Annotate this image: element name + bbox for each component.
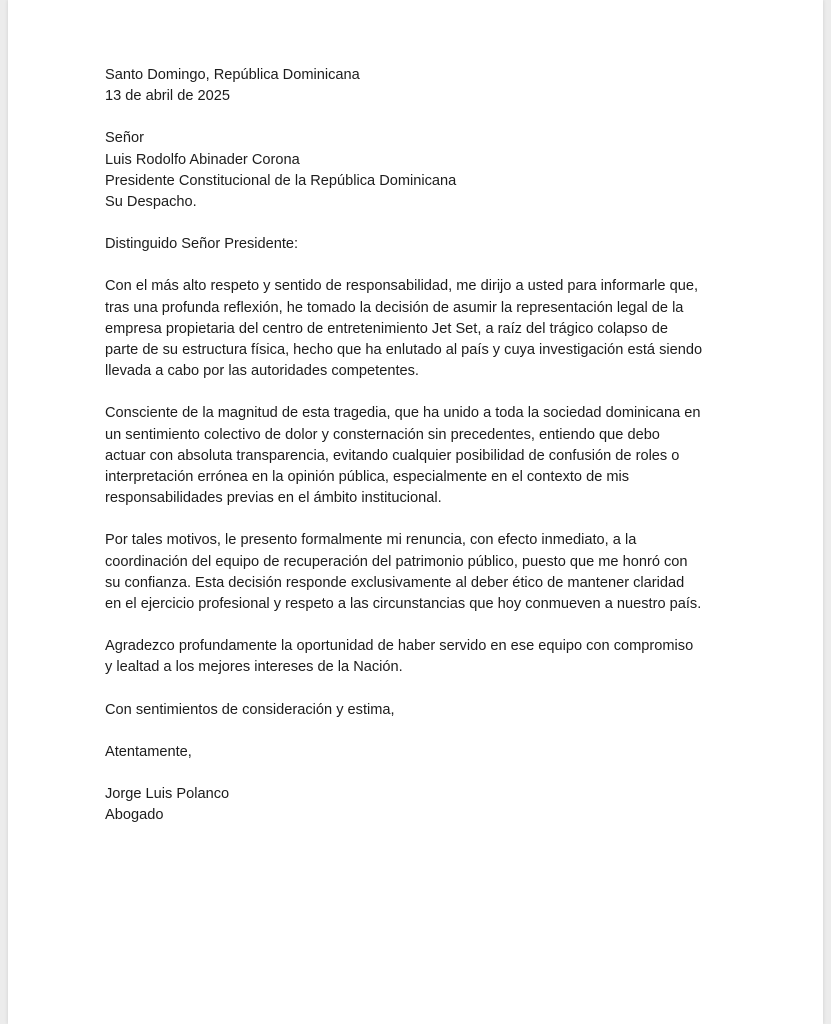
paragraph-line: actuar con absoluta transparencia, evitando cualquier posibilidad de confusión de roles o [105, 447, 680, 464]
salutation-text: Distinguido Señor Presidente: [105, 236, 299, 253]
paragraph-line: llevada a cabo por las autoridades competentes. [105, 363, 419, 380]
closing-line [105, 700, 745, 721]
paragraph [105, 276, 745, 382]
date-line: 13 de abril de 2025 [105, 88, 230, 105]
paragraph [105, 530, 745, 615]
paragraph-line: en el ejercicio profesional y respeto a las circunstancias que hoy conmueven a nuestro país. [105, 596, 702, 613]
recipient-block [105, 128, 745, 213]
paragraph-line: y lealtad a los mejores intereses de la Nación. [105, 659, 403, 676]
place-line: Santo Domingo, República Dominicana [105, 67, 360, 83]
recipient-line: Señor [105, 130, 144, 147]
paragraph-line: responsabilidades previas en el ámbito institucional. [105, 490, 442, 507]
letter-body [105, 65, 745, 826]
paragraph [105, 636, 745, 678]
paragraph-line: tras una profunda reflexión, he tomado la decisión de asumir la representación legal de la [105, 299, 684, 316]
paragraph-line: empresa propietaria del centro de entretenimiento Jet Set, a raíz del trágico colapso de [105, 320, 668, 337]
closing-text: Con sentimientos de consideración y estima, [105, 701, 395, 718]
valediction [105, 742, 745, 763]
recipient-line: Luis Rodolfo Abinader Corona [105, 151, 300, 168]
signature-block [105, 784, 745, 826]
letter-header [105, 65, 745, 107]
paragraph [105, 403, 745, 509]
paragraph-line: un sentimiento colectivo de dolor y consternación sin precedentes, entiendo que debo [105, 426, 660, 443]
document-page [8, 0, 823, 1024]
salutation [105, 234, 745, 255]
paragraph-line: interpretación errónea en la opinión pública, especialmente en el contexto de mis [105, 469, 630, 486]
recipient-line: Su Despacho. [105, 194, 197, 211]
paragraph-line: Por tales motivos, le presento formalmente mi renuncia, con efecto inmediato, a la [105, 532, 637, 549]
paragraph-line: Con el más alto respeto y sentido de responsabilidad, me dirijo a usted para informarle que, [105, 278, 698, 295]
paragraph-line: Consciente de la magnitud de esta tragedia, que ha unido a toda la sociedad dominicana en [105, 405, 701, 422]
recipient-line: Presidente Constitucional de la República Dominicana [105, 172, 457, 189]
paragraph-line: su confianza. Esta decisión responde exclusivamente al deber ético de mantener claridad [105, 574, 685, 591]
signature-title: Abogado [105, 807, 164, 824]
paragraph-line: coordinación del equipo de recuperación del patrimonio público, puesto que me honró con [105, 553, 688, 570]
signature-name: Jorge Luis Polanco [105, 786, 230, 803]
paragraph-line: parte de su estructura física, hecho que ha enlutado al país y cuya investigación está siendo [105, 342, 703, 359]
valediction-text: Atentamente, [105, 743, 192, 760]
paragraph-line: Agradezco profundamente la oportunidad de haber servido en ese equipo con compromiso [105, 638, 694, 655]
